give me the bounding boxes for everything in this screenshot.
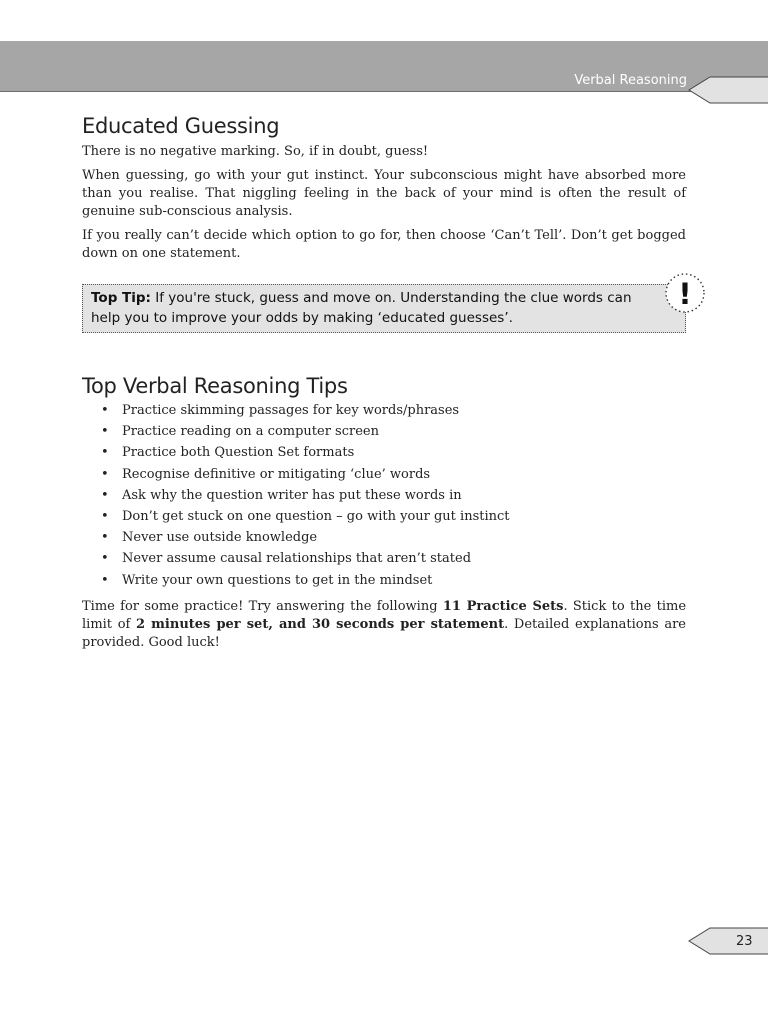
tips-list xyxy=(82,400,686,591)
top-tip-box xyxy=(82,284,686,333)
list-item: • Write your own questions to get in the mindset xyxy=(82,570,686,591)
closing-emphasis-sets: 11 Practice Sets xyxy=(442,598,564,614)
closing-text: . Detailed explanations are provided. Good luck! xyxy=(82,616,686,650)
list-item: • Practice skimming passages for key words/phrases xyxy=(82,400,686,421)
paragraph: If you really can’t decide which option to go for, then choose ‘Can’t Tell’. Don’t get bogged down on one statement. xyxy=(82,228,686,261)
heading-verbal-reasoning-tips: Top Verbal Reasoning Tips xyxy=(82,374,348,398)
closing-text: Time for some practice! Try answering the following xyxy=(82,598,443,614)
page-content xyxy=(82,114,686,658)
top-tip-text: If you're stuck, guess and move on. Understanding the clue words can help you to improve your odds by making ‘educated guesses’. xyxy=(91,290,632,326)
running-header-title: Verbal Reasoning xyxy=(574,73,687,88)
page-number-tab xyxy=(688,927,768,955)
closing-paragraph xyxy=(82,598,686,652)
closing-text: . Stick to the time limit of xyxy=(82,598,687,632)
paragraph: There is no negative marking. So, if in doubt, guess! xyxy=(82,144,429,159)
paragraph: When guessing, go with your gut instinct. Your subconscious might have absorbed more than you realise. That niggling feeling in the back of your mind is often the result of genuine sub-conscious analysis. xyxy=(82,168,686,219)
list-item: • Ask why the question writer has put these words in xyxy=(82,485,686,506)
list-item: • Never assume causal relationships that aren’t stated xyxy=(82,548,686,569)
page-number: 23 xyxy=(736,934,753,949)
list-item: • Don’t get stuck on one question – go with your gut instinct xyxy=(82,506,686,527)
header-tab-marker xyxy=(688,76,768,104)
top-tip-label: Top Tip: xyxy=(91,290,151,306)
list-item: • Practice both Question Set formats xyxy=(82,442,686,463)
exclamation-icon xyxy=(663,272,707,314)
heading-educated-guessing: Educated Guessing xyxy=(82,114,280,138)
list-item: • Practice reading on a computer screen xyxy=(82,421,686,442)
list-item: • Never use outside knowledge xyxy=(82,527,686,548)
exclamation-glyph: ! xyxy=(678,277,692,311)
list-item: • Recognise definitive or mitigating ‘clue’ words xyxy=(82,464,686,485)
closing-emphasis-time-limit: 2 minutes per set, and 30 seconds per statement xyxy=(136,616,505,632)
